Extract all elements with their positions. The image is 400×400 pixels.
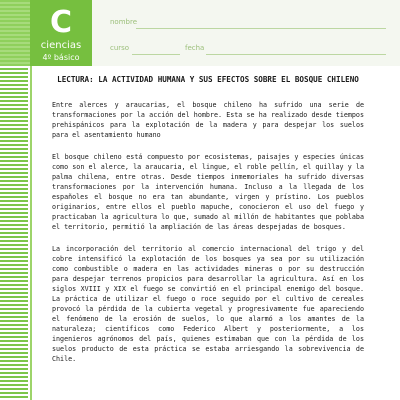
course-field-label: curso (110, 44, 130, 52)
date-field-label: fecha (185, 44, 205, 52)
reading-title: LECTURA: LA ACTIVIDAD HUMANA Y SUS EFECTOS SOBRE EL BOSQUE CHILENO (57, 75, 359, 84)
student-fields (92, 0, 400, 66)
paragraph-1: Entre alerces y araucarias, el bosque chileno ha sufrido una serie de transformaciones por la acción del hombre. Esta se ha realizado desde tiempos prehispánicos para la explotación de la madera y para despejar los suelos para el asentamiento humano (52, 101, 364, 139)
paragraph-3: La incorporación del territorio al comercio internacional del trigo y del cobre intensificó la explotación de los bosques ya sea por su utilización como combustible o madera en las actividades mineras o por su destrucción para despejar terrenos propicios para desarrollar la agricultura. Así en los siglos XVIII y XIX el fuego se convirtió en el principal enemigo del bosque. La práctica de utilizar el fuego o roce seguido por el cultivo de cereales provocó la pérdida de la cubierta vegetal y progresivamente fue apareciendo el fenómeno de la erosión de suelos, lo que alarmó a los amantes de la naturaleza; científicos como Federico Albert y posteriormente, a los ingenieros agrónomos del país, quienes estimaban que con la pérdida de los suelos producto de esta práctica se estaba arriesgando la sobrevivencia de Chile. (52, 245, 364, 363)
course-field-line[interactable] (132, 54, 180, 55)
logo-grade: 4º básico (42, 53, 80, 62)
paragraph-2: El bosque chileno está compuesto por ecosistemas, paisajes y especies únicas como son el alerce, la araucaria, el lingue, el roble pellín, el quillay y la palma chilena, entre otras. Desde tiempos inmemoriales ha sufrido diversas transformaciones por la intervención humana. Incluso a la llegada de los españoles el bosque no era tan abundante, virgen y prístino. Los pueblos originarios, entre ellos el pueblo mapuche, conocieron el uso del fuego y practicaban la agricultura lo que, sumado al millón de habitantes que poblaba el territorio, permitió la ampliación de las áreas despejadas de bosques. (52, 153, 364, 231)
subject-logo (30, 0, 92, 66)
logo-letter: C (49, 5, 73, 40)
date-field-line[interactable] (206, 54, 386, 55)
logo-subject: ciencias (40, 40, 82, 51)
name-field-line[interactable] (136, 28, 386, 29)
reading-document (52, 74, 364, 376)
name-field-label: nombre (110, 18, 138, 26)
